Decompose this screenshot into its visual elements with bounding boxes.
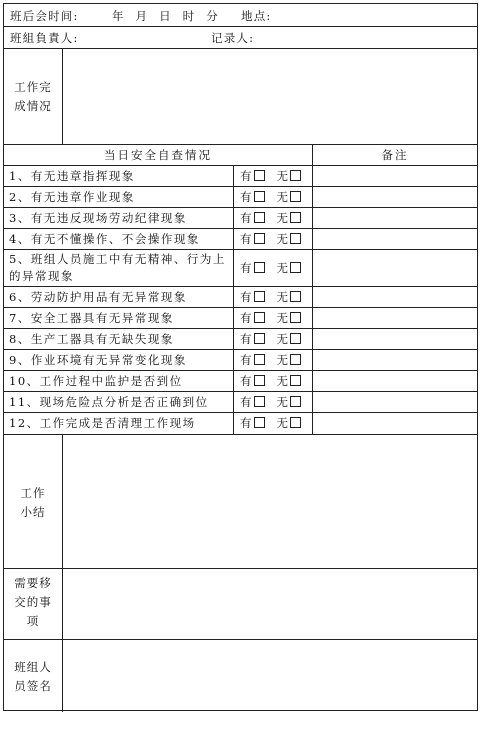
meeting-record-form xyxy=(3,3,478,711)
no-label: 无 xyxy=(276,415,288,430)
checklist-item-label: 6、劳动防护用品有无异常现象 xyxy=(9,289,187,304)
yes-checkbox[interactable] xyxy=(254,233,265,244)
checklist-item-options xyxy=(240,412,309,433)
remarks-cell[interactable] xyxy=(313,165,477,186)
yes-label: 有 xyxy=(240,310,252,325)
yes-label: 有 xyxy=(240,394,252,409)
yes-checkbox[interactable] xyxy=(254,191,265,202)
work-completion-label: 工作完成情况 xyxy=(14,80,52,113)
checklist-item-label: 11、现场危险点分析是否正确到位 xyxy=(9,394,209,409)
remarks-title: 备注 xyxy=(381,148,409,162)
location-label: 地点: xyxy=(241,9,272,23)
yes-label: 有 xyxy=(240,331,252,346)
checklist-item-options xyxy=(240,228,309,249)
remarks-cell[interactable] xyxy=(313,249,477,286)
yes-label: 有 xyxy=(240,352,252,367)
yes-checkbox[interactable] xyxy=(254,354,265,365)
work-summary-label: 工作小结 xyxy=(20,486,46,519)
no-checkbox[interactable] xyxy=(290,233,301,244)
checklist-item-label: 9、作业环境有无异常变化现象 xyxy=(9,352,187,367)
handover-items-field[interactable] xyxy=(63,569,477,639)
checklist-item-options xyxy=(240,257,309,278)
remarks-cell[interactable] xyxy=(313,228,477,249)
no-checkbox[interactable] xyxy=(290,417,301,428)
yes-checkbox[interactable] xyxy=(254,212,265,223)
remarks-cell[interactable] xyxy=(313,370,477,391)
no-checkbox[interactable] xyxy=(290,191,301,202)
work-completion-field[interactable] xyxy=(63,49,477,144)
yes-checkbox[interactable] xyxy=(254,262,265,273)
yes-checkbox[interactable] xyxy=(254,312,265,323)
yes-label: 有 xyxy=(240,289,252,304)
no-label: 无 xyxy=(276,260,288,275)
remarks-cell[interactable] xyxy=(313,328,477,349)
checklist-item-label: 1、有无违章指挥现象 xyxy=(9,168,135,183)
yes-label: 有 xyxy=(240,415,252,430)
checklist-title: 当日安全自查情况 xyxy=(104,148,212,162)
recorder-label: 记录人: xyxy=(211,31,255,45)
yes-checkbox[interactable] xyxy=(254,291,265,302)
yes-label: 有 xyxy=(240,260,252,275)
no-label: 无 xyxy=(276,189,288,204)
checklist-item-label: 7、安全工器具有无异常现象 xyxy=(9,310,174,325)
checklist-item-options xyxy=(240,370,309,391)
checklist-item-label: 5、班组人员施工中有无精神、行为上的异常现象 xyxy=(9,251,226,283)
checklist-item-options xyxy=(240,165,309,186)
no-label: 无 xyxy=(276,394,288,409)
checklist-item-options xyxy=(240,391,309,412)
no-label: 无 xyxy=(276,168,288,183)
checklist-item-label: 4、有无不懂操作、不会操作现象 xyxy=(9,231,200,246)
no-label: 无 xyxy=(276,373,288,388)
yes-checkbox[interactable] xyxy=(254,396,265,407)
checklist-item-options xyxy=(240,328,309,349)
yes-checkbox[interactable] xyxy=(254,333,265,344)
checklist-item-label: 8、生产工器具有无缺失现象 xyxy=(9,331,174,346)
no-checkbox[interactable] xyxy=(290,375,301,386)
no-checkbox[interactable] xyxy=(290,291,301,302)
checklist-item-label: 10、工作过程中监护是否到位 xyxy=(9,373,183,388)
no-checkbox[interactable] xyxy=(290,170,301,181)
checklist-item-label: 2、有无违章作业现象 xyxy=(9,189,135,204)
remarks-cell[interactable] xyxy=(313,412,477,433)
remarks-cell[interactable] xyxy=(313,286,477,307)
yes-label: 有 xyxy=(240,231,252,246)
no-label: 无 xyxy=(276,289,288,304)
checklist-item-options xyxy=(240,307,309,328)
no-label: 无 xyxy=(276,352,288,367)
no-label: 无 xyxy=(276,310,288,325)
date-units: 年 月 日 时 分 xyxy=(112,9,219,23)
yes-checkbox[interactable] xyxy=(254,375,265,386)
checklist-item-options xyxy=(240,349,309,370)
yes-label: 有 xyxy=(240,168,252,183)
checklist-item-label: 12、工作完成是否清理工作现场 xyxy=(9,415,196,430)
checklist-item-label: 3、有无违反现场劳动纪律现象 xyxy=(9,210,187,225)
checklist-item-options xyxy=(240,286,309,307)
team-signature-label: 班组人员签名 xyxy=(14,660,52,693)
no-label: 无 xyxy=(276,231,288,246)
yes-label: 有 xyxy=(240,373,252,388)
no-checkbox[interactable] xyxy=(290,212,301,223)
handover-items-label: 需要移交的事项 xyxy=(14,576,52,628)
no-checkbox[interactable] xyxy=(290,396,301,407)
team-leader-label: 班組負責人: xyxy=(10,31,79,45)
work-summary-field[interactable] xyxy=(63,435,477,568)
remarks-cell[interactable] xyxy=(313,186,477,207)
yes-label: 有 xyxy=(240,210,252,225)
checklist-item-options xyxy=(240,186,309,207)
no-checkbox[interactable] xyxy=(290,354,301,365)
yes-checkbox[interactable] xyxy=(254,170,265,181)
no-label: 无 xyxy=(276,210,288,225)
no-label: 无 xyxy=(276,331,288,346)
no-checkbox[interactable] xyxy=(290,312,301,323)
remarks-cell[interactable] xyxy=(313,391,477,412)
remarks-cell[interactable] xyxy=(313,207,477,228)
yes-checkbox[interactable] xyxy=(254,417,265,428)
meeting-time-label: 班后会时间: xyxy=(10,9,79,23)
checklist-item-options xyxy=(240,207,309,228)
no-checkbox[interactable] xyxy=(290,262,301,273)
remarks-cell[interactable] xyxy=(313,307,477,328)
yes-label: 有 xyxy=(240,189,252,204)
remarks-cell[interactable] xyxy=(313,349,477,370)
no-checkbox[interactable] xyxy=(290,333,301,344)
team-signature-field[interactable] xyxy=(63,640,477,710)
